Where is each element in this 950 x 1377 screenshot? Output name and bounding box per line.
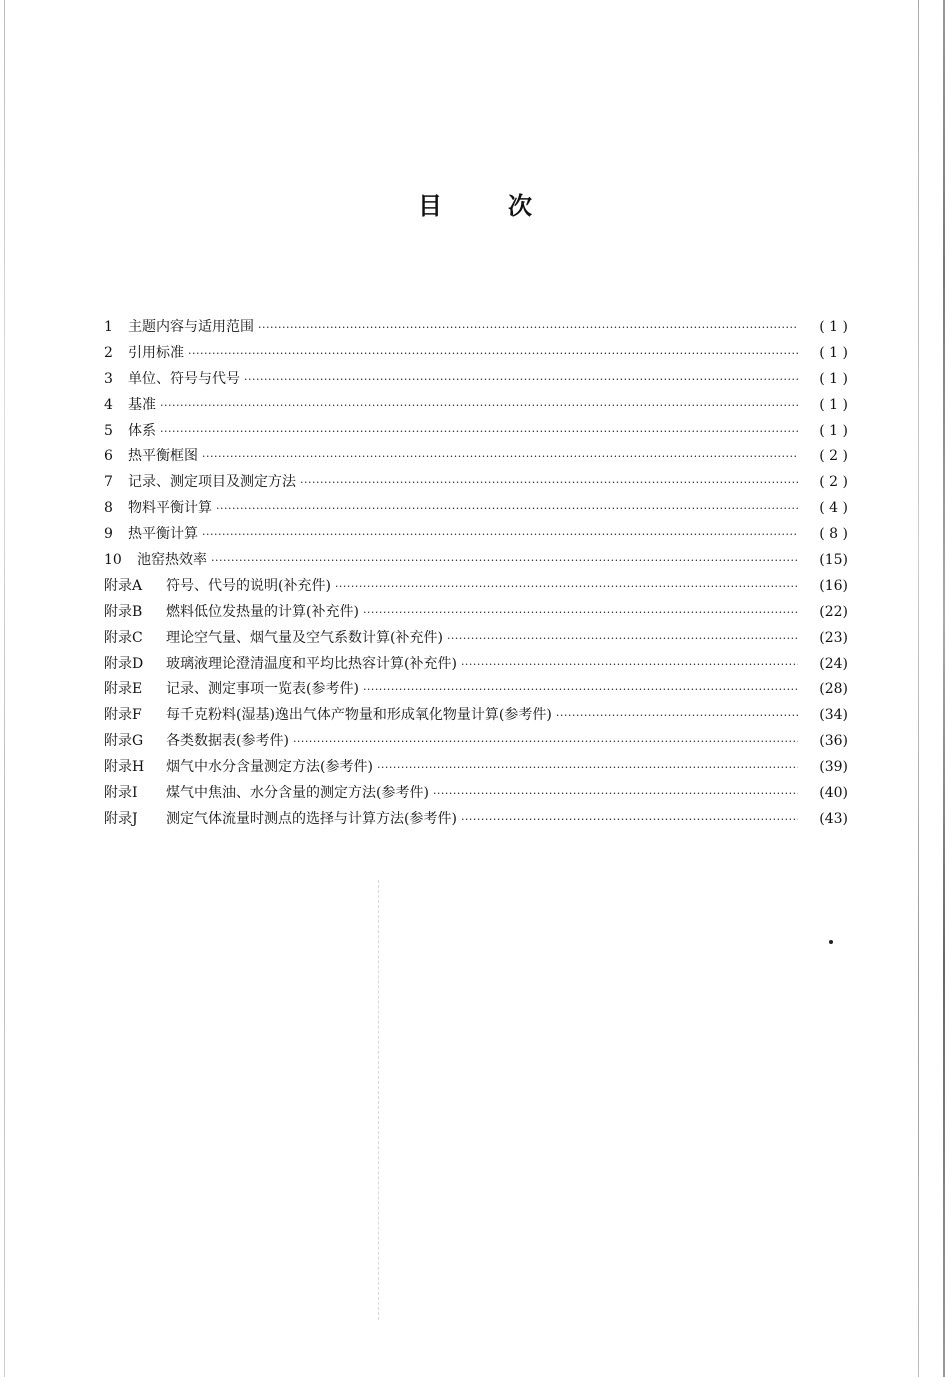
toc-entry[interactable]: [104, 445, 848, 471]
toc-leader: [244, 373, 798, 387]
toc-number: 3: [104, 370, 113, 387]
toc-title: 测定气体流量时测点的选择与计算方法(参考件): [166, 810, 457, 827]
toc-title: 基准: [128, 396, 156, 413]
toc-leader: [461, 813, 798, 827]
toc-number: 5: [104, 422, 113, 439]
toc-entry[interactable]: [104, 653, 848, 679]
toc-entry[interactable]: [104, 497, 848, 523]
toc-leader: [377, 761, 798, 775]
toc-entry[interactable]: [104, 316, 848, 342]
toc-page-number: (34): [819, 707, 848, 724]
toc-page-number: (36): [819, 733, 848, 750]
toc-title: 每千克粉料(湿基)逸出气体产物量和形成氧化物量计算(参考件): [166, 707, 552, 724]
toc-entry[interactable]: [104, 678, 848, 704]
toc-leader: [447, 632, 798, 646]
toc-entry[interactable]: [104, 601, 848, 627]
toc-leader: [188, 347, 798, 361]
toc-page-number: ( 2 ): [819, 474, 848, 491]
toc-page-number: (43): [819, 810, 848, 827]
toc-number: 附录A: [104, 577, 143, 594]
toc-title: 燃料低位发热量的计算(补充件): [166, 603, 359, 620]
fold-line: [378, 880, 379, 1320]
toc-title: 物料平衡计算: [128, 500, 212, 517]
toc-entry[interactable]: [104, 704, 848, 730]
toc-leader: [211, 554, 798, 568]
toc-leader: [160, 425, 798, 439]
scan-speck: [829, 940, 833, 944]
toc-page-number: (39): [819, 759, 848, 776]
toc-entry[interactable]: [104, 471, 848, 497]
toc-title: 理论空气量、烟气量及空气系数计算(补充件): [166, 629, 443, 646]
toc-title: 各类数据表(参考件): [166, 733, 289, 750]
toc-entry[interactable]: [104, 782, 848, 808]
toc-page-number: (16): [819, 577, 848, 594]
toc-title: 烟气中水分含量测定方法(参考件): [166, 759, 373, 776]
toc-leader: [461, 658, 798, 672]
toc-number: 7: [104, 474, 113, 491]
toc-leader: [363, 606, 798, 620]
toc-page-number: (22): [819, 603, 848, 620]
toc-leader: [433, 787, 798, 801]
page-title: [0, 186, 950, 221]
toc-title: 玻璃液理论澄清温度和平均比热容计算(补充件): [166, 655, 457, 672]
toc-page-number: (40): [819, 785, 848, 802]
toc-number: 附录B: [104, 603, 143, 620]
toc-entry[interactable]: [104, 420, 848, 446]
toc-leader: [160, 399, 798, 413]
toc-entry[interactable]: [104, 730, 848, 756]
toc-page-number: (24): [819, 655, 848, 672]
toc-leader: [300, 476, 798, 490]
toc-page-number: ( 1 ): [819, 422, 848, 439]
toc-page-number: ( 2 ): [819, 448, 848, 465]
toc-entry[interactable]: [104, 549, 848, 575]
toc-number: 附录D: [104, 655, 144, 672]
toc-entry[interactable]: [104, 342, 848, 368]
toc-entry[interactable]: [104, 756, 848, 782]
toc-number: 4: [104, 396, 113, 413]
toc-leader: [335, 580, 798, 594]
toc-leader: [556, 709, 798, 723]
toc-leader: [202, 450, 798, 464]
toc-number: 附录E: [104, 681, 143, 698]
toc-title: 热平衡计算: [128, 526, 198, 543]
toc-number: 1: [104, 319, 113, 335]
toc-number: 附录H: [104, 759, 145, 776]
toc-number: 附录J: [104, 810, 138, 827]
toc-leader: [216, 502, 798, 516]
toc-title: 记录、测定项目及测定方法: [128, 474, 296, 491]
toc-entry[interactable]: [104, 523, 848, 549]
toc-title: 池窑热效率: [137, 552, 207, 569]
toc-title: 单位、符号与代号: [128, 370, 240, 387]
toc-number: 8: [104, 500, 113, 517]
toc-number: 9: [104, 526, 113, 543]
toc-page-number: ( 1 ): [819, 344, 848, 361]
toc-number: 附录C: [104, 629, 143, 646]
toc-title: 热平衡框图: [128, 448, 198, 465]
toc-title: 引用标准: [128, 344, 184, 361]
toc-number: 10: [104, 552, 122, 569]
toc-page-number: ( 1 ): [819, 319, 848, 335]
toc-number: 2: [104, 344, 113, 361]
toc-page-number: ( 1 ): [819, 370, 848, 387]
toc-title: 煤气中焦油、水分含量的测定方法(参考件): [166, 785, 429, 802]
toc-number: 附录I: [104, 785, 138, 802]
toc-title: 符号、代号的说明(补充件): [166, 577, 331, 594]
title-char-2: 次: [508, 192, 532, 220]
toc-title: 主题内容与适用范围: [128, 319, 254, 335]
toc-leader: [202, 528, 798, 542]
toc-title: 记录、测定事项一览表(参考件): [166, 681, 359, 698]
toc-page-number: (23): [819, 629, 848, 646]
toc-page-number: (15): [819, 552, 848, 569]
toc-number: 附录F: [104, 707, 142, 724]
toc-entry[interactable]: [104, 627, 848, 653]
toc-entry[interactable]: [104, 575, 848, 601]
toc-leader: [363, 683, 798, 697]
toc-leader: [258, 321, 798, 335]
toc-number: 附录G: [104, 733, 144, 750]
toc-entry[interactable]: [104, 394, 848, 420]
toc-leader: [293, 735, 798, 749]
table-of-contents: [104, 316, 848, 834]
toc-title: 体系: [128, 422, 156, 439]
toc-entry[interactable]: [104, 368, 848, 394]
title-char-1: 目: [418, 192, 442, 220]
toc-page-number: ( 8 ): [819, 526, 848, 543]
toc-page-number: ( 4 ): [819, 500, 848, 517]
toc-page-number: (28): [819, 681, 848, 698]
toc-entry[interactable]: [104, 808, 848, 834]
toc-page-number: ( 1 ): [819, 396, 848, 413]
toc-number: 6: [104, 448, 113, 465]
